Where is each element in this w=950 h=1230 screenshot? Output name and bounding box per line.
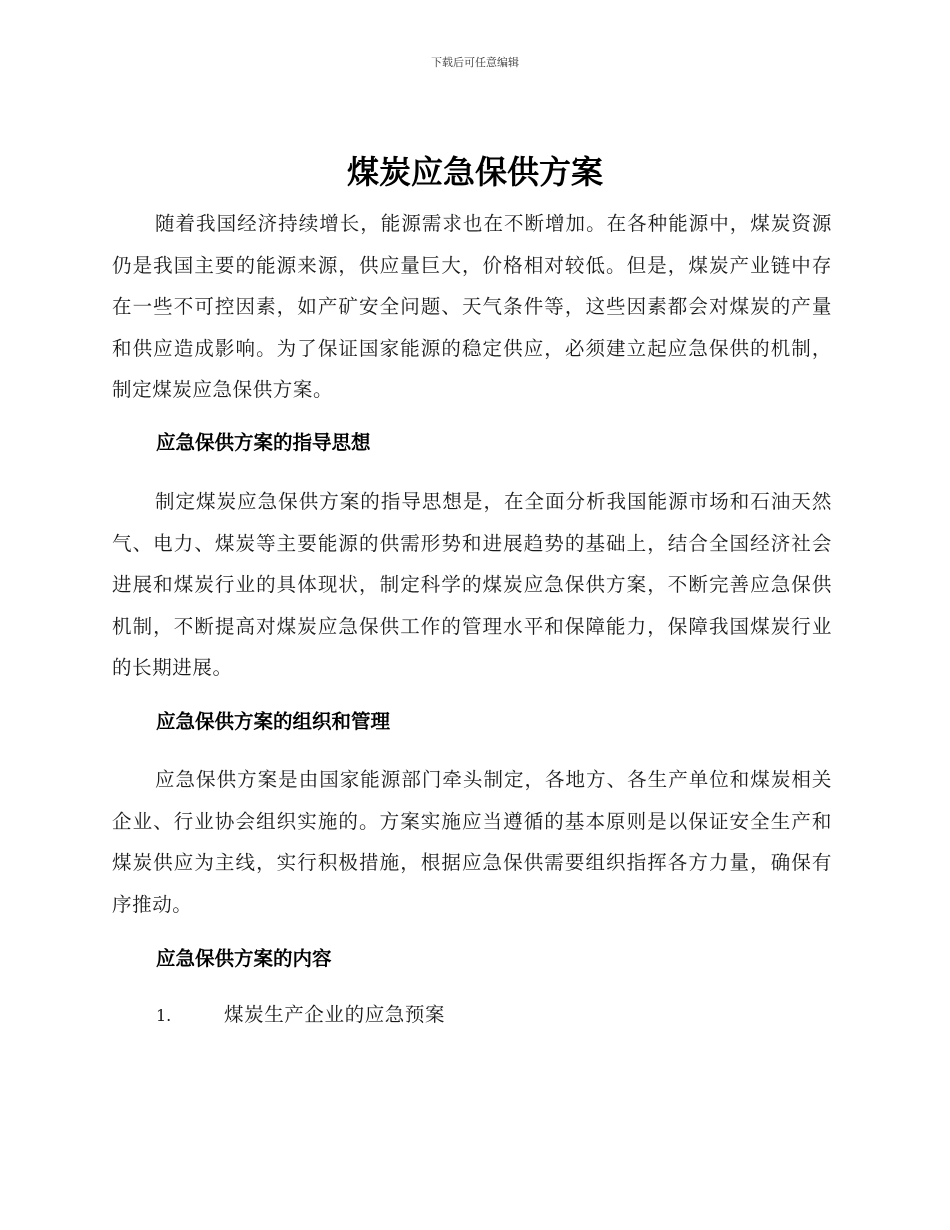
organization-paragraph: 应急保供方案是由国家能源部门牵头制定，各地方、各生产单位和煤炭相关企业、行业协会组织实施的。方案实施应当遵循的基本原则是以保证安全生产和煤炭供应为主线，实行积极措施，根据应急保供需要组织指挥各方力量，确保有序推动。 xyxy=(112,768,832,916)
section-heading-organization: 应急保供方案的组织和管理 xyxy=(156,710,391,733)
guiding-paragraph: 制定煤炭应急保供方案的指导思想是，在全面分析我国能源市场和石油天然气、电力、煤炭等主要能源的供需形势和进展趋势的基础上，结合全国经济社会进展和煤炭行业的具体现状，制定科学的煤炭应急保供方案，不断完善应急保供机制，不断提高对煤炭应急保供工作的管理水平和保障能力，保障我国煤炭行业的长期进展。 xyxy=(112,490,832,679)
section-heading-guiding: 应急保供方案的指导思想 xyxy=(156,431,371,454)
header-note: 下载后可任意编辑 xyxy=(431,56,519,69)
list-item-number: 1. xyxy=(156,1006,172,1025)
document-title: 煤炭应急保供方案 xyxy=(346,153,603,191)
list-item-text: 煤炭生产企业的应急预案 xyxy=(224,1003,446,1026)
section-heading-content: 应急保供方案的内容 xyxy=(156,947,332,970)
list-item xyxy=(156,1000,756,1030)
intro-paragraph: 随着我国经济持续增长，能源需求也在不断增加。在各种能源中，煤炭资源仍是我国主要的能源来源，供应量巨大，价格相对较低。但是，煤炭产业链中存在一些不可控因素，如产矿安全问题、天气条件等，这些因素都会对煤炭的产量和供应造成影响。为了保证国家能源的稳定供应，必须建立起应急保供的机制，制定煤炭应急保供方案。 xyxy=(112,212,832,401)
